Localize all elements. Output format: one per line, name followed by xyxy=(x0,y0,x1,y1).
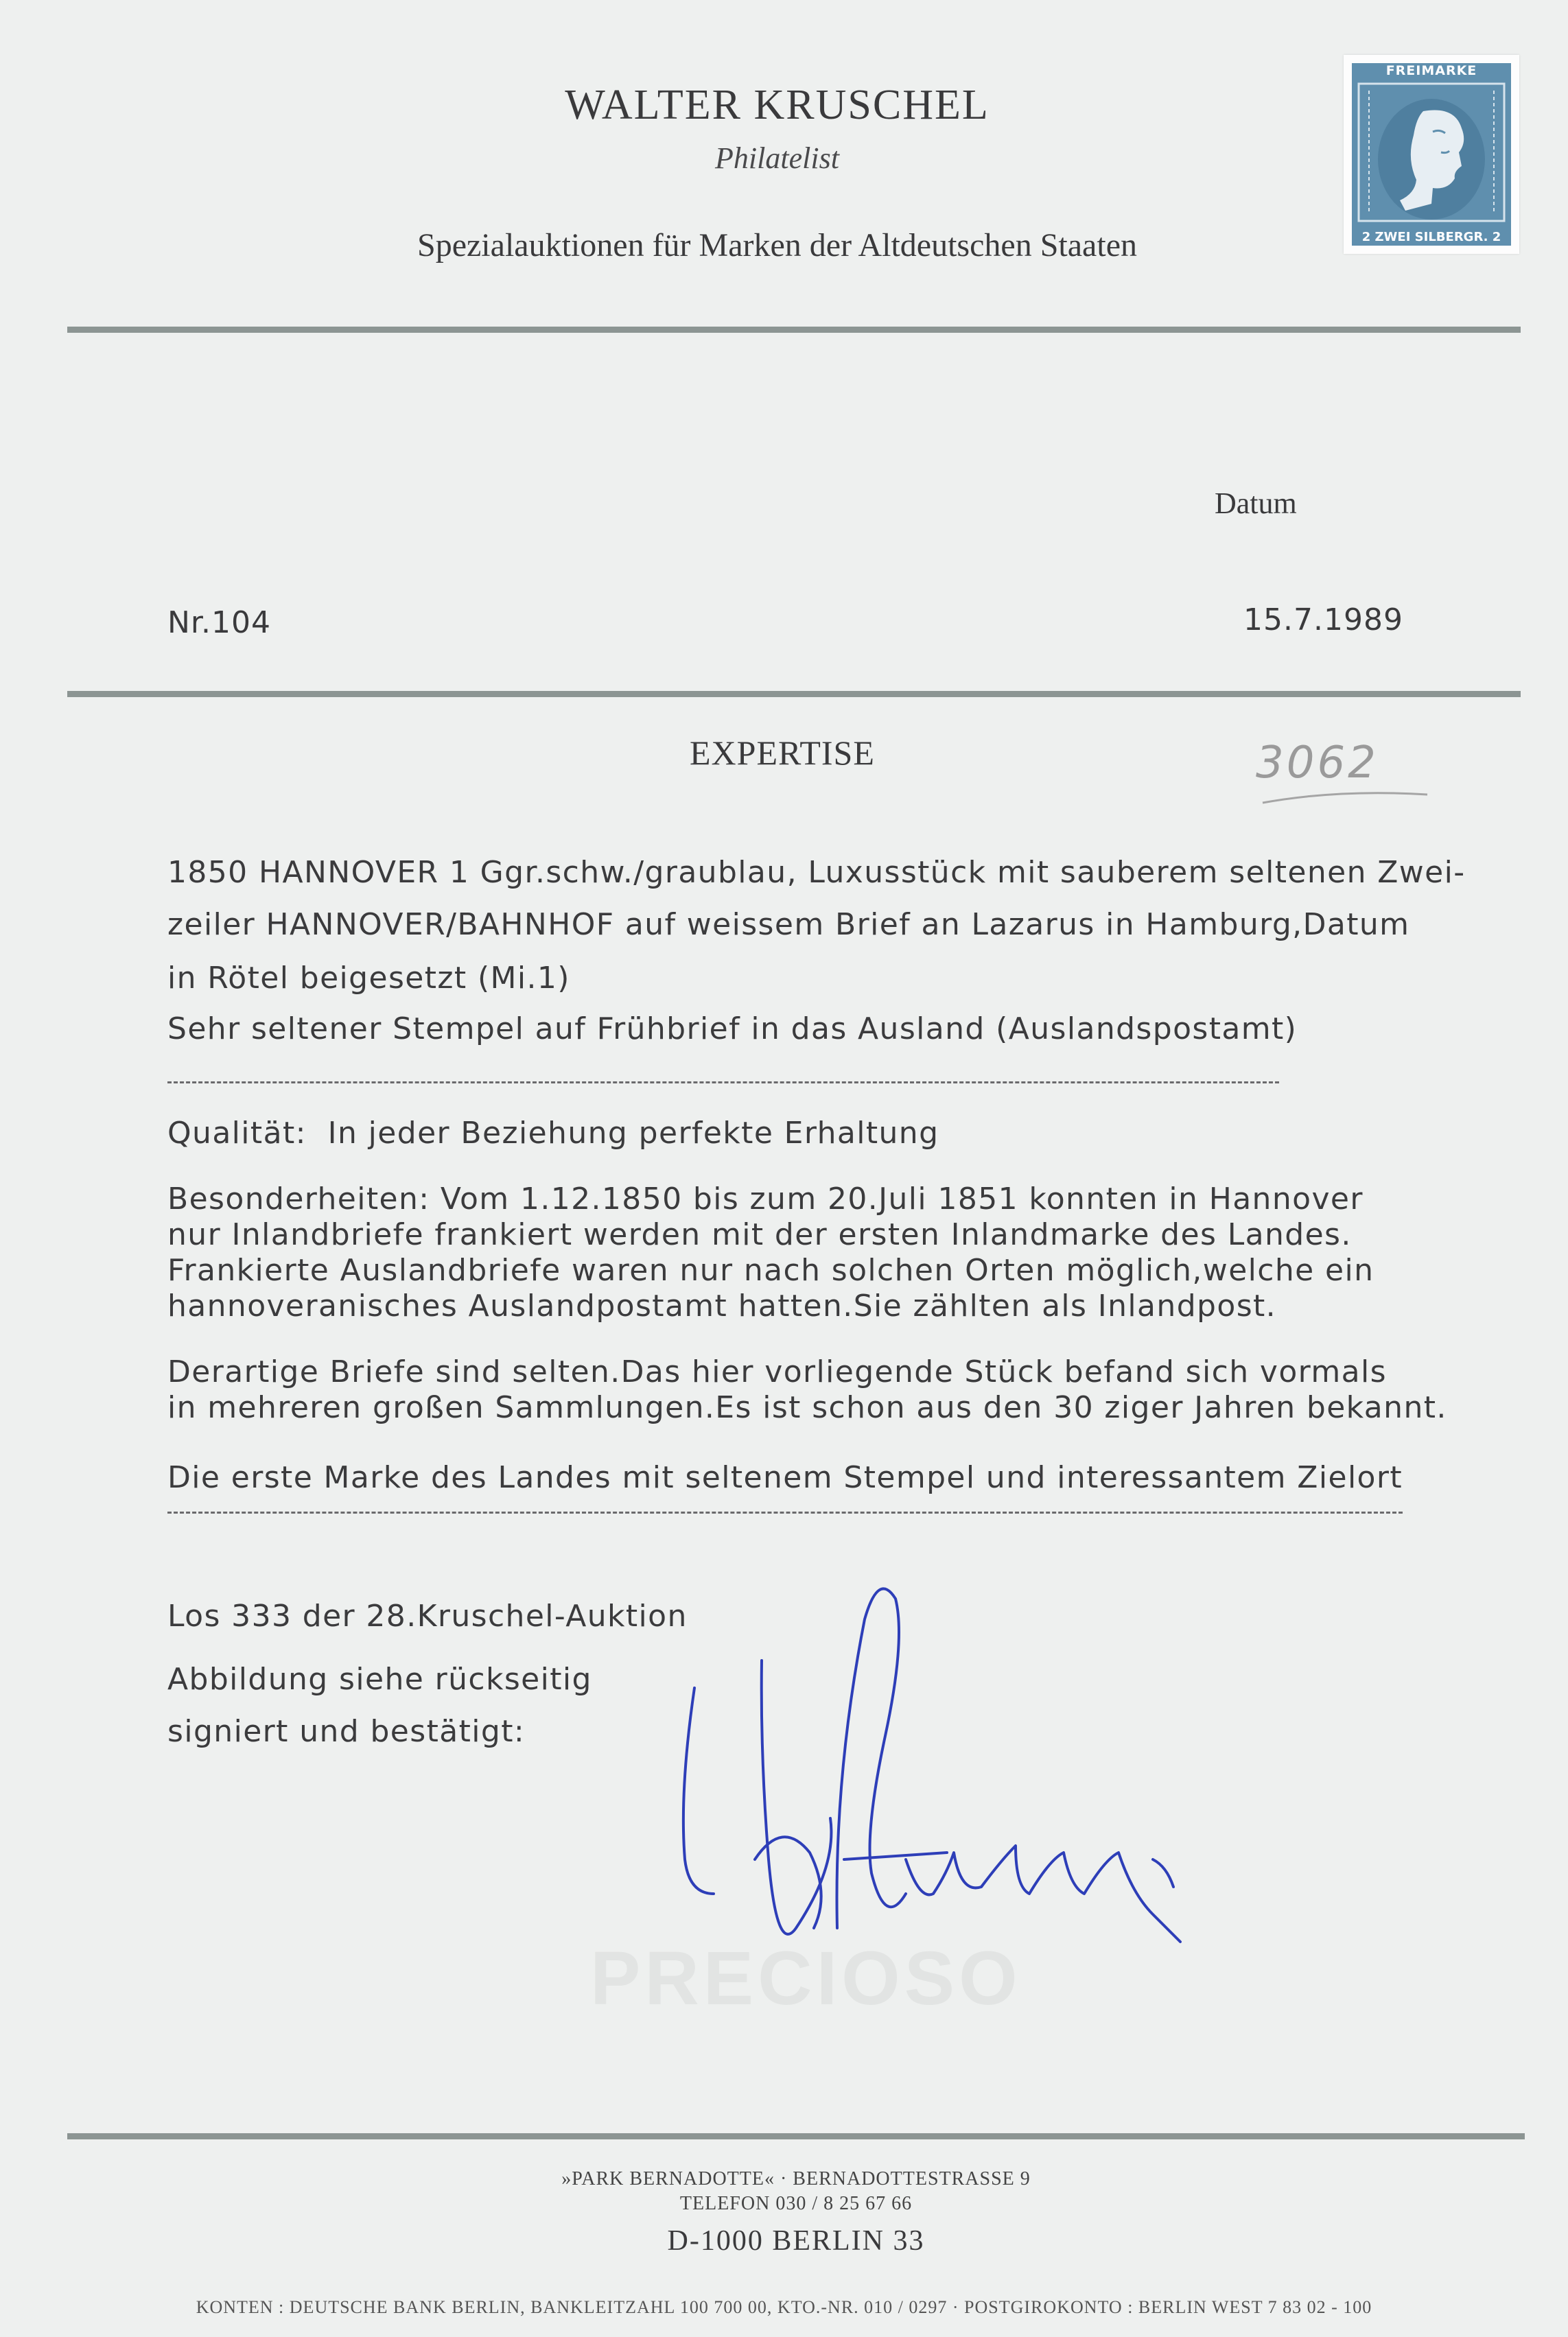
document-title: EXPERTISE xyxy=(690,733,875,772)
stamp-value-text: ZWEI SILBERGR. xyxy=(1374,230,1488,244)
footer-phone: TELEFON 030 / 8 25 67 66 xyxy=(679,2193,913,2214)
stamp-bottom-text xyxy=(1352,230,1511,244)
quality-line: Qualität: In jeder Beziehung perfekte Erhaltung xyxy=(167,1116,939,1151)
lot-line: Los 333 der 28.Kruschel-Auktion xyxy=(167,1599,688,1634)
faint-watermark: PRECIOSO xyxy=(590,1936,1022,2021)
rarity-line-1: Derartige Briefe sind selten.Das hier vorliegende Stück befand sich vormals xyxy=(167,1354,1387,1389)
letterhead-tagline: Spezialauktionen für Marken der Altdeutschen Staaten xyxy=(417,227,1137,263)
divider-top xyxy=(67,327,1521,333)
signature xyxy=(659,1571,1194,1997)
dashed-separator-1 xyxy=(167,1081,1279,1083)
date-label: Datum xyxy=(1215,486,1297,520)
divider-bottom xyxy=(67,2133,1525,2139)
summary-line: Die erste Marke des Landes mit seltenem Stempel und interessantem Zielort xyxy=(167,1460,1403,1495)
dashed-separator-2 xyxy=(167,1512,1403,1514)
footer-address: »PARK BERNADOTTE« · BERNADOTTESTRASSE 9 xyxy=(561,2168,1031,2189)
stamp-image xyxy=(1352,63,1511,246)
special-line-1: Besonderheiten: Vom 1.12.1850 bis zum 20.Juli 1851 konnten in Hannover xyxy=(167,1182,1364,1217)
special-line-3: Frankierte Auslandbriefe waren nur nach solchen Orten möglich,welche ein xyxy=(167,1253,1374,1288)
footer-accounts: KONTEN : DEUTSCHE BANK BERLIN, BANKLEITZAHL 100 700 00, KTO.-NR. 010 / 0297 · POSTGIROKONTO : BERLIN WEST 7 83 02 - 100 xyxy=(196,2297,1372,2317)
document-number: Nr.104 xyxy=(167,605,271,640)
special-line-2: nur Inlandbriefe frankiert werden mit der ersten Inlandmarke des Landes. xyxy=(167,1217,1352,1252)
signed-line: signiert und bestätigt: xyxy=(167,1714,526,1749)
stamp-value-left: 2 xyxy=(1361,230,1371,244)
description-line-3: in Rötel beigesetzt (Mi.1) xyxy=(167,961,570,996)
description-line-4: Sehr seltener Stempel auf Frühbrief in das Ausland (Auslandspostamt) xyxy=(167,1011,1298,1046)
divider-middle xyxy=(67,691,1521,697)
letterhead-name: WALTER KRUSCHEL xyxy=(565,82,990,128)
postage-stamp xyxy=(1344,55,1519,254)
footer-city: D-1000 BERLIN 33 xyxy=(667,2225,925,2257)
document-date: 15.7.1989 xyxy=(1243,602,1403,637)
special-line-4: hannoveranisches Auslandpostamt hatten.Sie zählten als Inlandpost. xyxy=(167,1289,1277,1324)
stamp-portrait-icon xyxy=(1352,63,1511,246)
illustration-line: Abbildung siehe rückseitig xyxy=(167,1662,592,1697)
description-line-1: 1850 HANNOVER 1 Ggr.schw./graublau, Luxusstück mit sauberem seltenen Zwei- xyxy=(167,855,1466,890)
stamp-value-right: 2 xyxy=(1492,230,1501,244)
letterhead-profession: Philatelist xyxy=(715,141,839,175)
stamp-top-text: FREIMARKE xyxy=(1385,63,1477,78)
rarity-line-2: in mehreren großen Sammlungen.Es ist schon aus den 30 ziger Jahren bekannt. xyxy=(167,1390,1447,1425)
handwritten-reference: 3062 xyxy=(1256,738,1379,788)
reference-underline xyxy=(1256,782,1434,810)
description-line-2: zeiler HANNOVER/BAHNHOF auf weissem Brief an Lazarus in Hamburg,Datum xyxy=(167,907,1410,942)
